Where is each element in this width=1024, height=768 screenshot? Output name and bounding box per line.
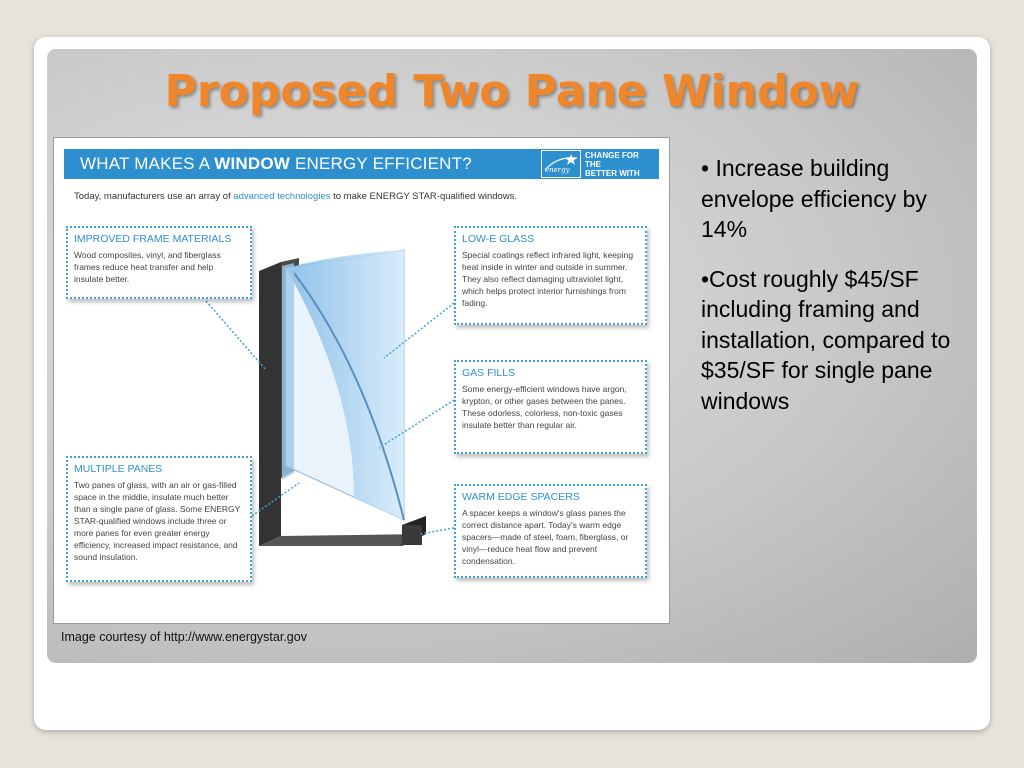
intro-suffix: to make ENERGY STAR-qualified windows. <box>330 191 518 202</box>
banner-bold: WINDOW <box>214 154 291 173</box>
tagline-line-3: ENERGY STAR <box>585 178 643 187</box>
callout-gas-fills <box>454 360 647 454</box>
banner-suffix: ENERGY EFFICIENT? <box>290 154 472 173</box>
callout-frame-body: Wood composites, vinyl, and fiberglass frames reduce heat transfer and help insulate better. <box>74 250 221 284</box>
banner-prefix: WHAT MAKES A <box>80 154 215 173</box>
bullet-list <box>701 153 961 435</box>
callout-panes-body: Two panes of glass, with an air or gas-filled space in the middle, insulate much better than a single pane of glass. Some ENERGY STAR-qualified windows include three or more panes for even greater energy efficiency, increased impact resistance, and sound insulation. <box>74 480 241 562</box>
callout-warm-edge-spacers <box>454 484 647 578</box>
callout-gas-title: GAS FILLS <box>462 367 516 379</box>
callout-spacer-title: WARM EDGE SPACERS <box>462 491 580 503</box>
callout-gas-body: Some energy-efficient windows have argon, krypton, or other gases between the panes. These odorless, colorless, non-toxic gases insulate better than regular air. <box>462 384 627 430</box>
callout-panes-title: MULTIPLE PANES <box>74 463 163 475</box>
bullet-cost: •Cost roughly $45/SF including framing and installation, compared to $35/SF for single pane windows <box>701 265 951 414</box>
logo-script: energy <box>545 166 570 174</box>
callout-spacer-body: A spacer keeps a window's glass panes the correct distance apart. Today's warm edge spacers—made of steel, foam, fiberglass, or vinyl—reduce heat flow and prevent condensation. <box>462 508 629 566</box>
intro-highlight: advanced technologies <box>233 191 331 202</box>
tagline-line-1: CHANGE FOR THE <box>585 151 639 169</box>
image-caption: Image courtesy of http://www.energystar.gov <box>61 630 307 644</box>
callout-frame-title: IMPROVED FRAME MATERIALS <box>74 233 232 245</box>
slide-title: Proposed Two Pane Window <box>164 66 860 117</box>
callout-frame-materials <box>66 226 252 299</box>
tagline-line-2: BETTER WITH <box>585 169 640 178</box>
bullet-efficiency: • Increase building envelope efficiency by 14% <box>701 155 927 242</box>
callout-lowe-body: Special coatings reflect infrared light, keeping heat inside in winter and outside in summer. They also reflect damaging ultraviolet light, which helps protect interior furnishings from fading. <box>462 250 634 308</box>
callout-low-e-glass <box>454 226 647 325</box>
intro-prefix: Today, manufacturers use an array of <box>74 191 234 202</box>
callout-lowe-title: LOW-E GLASS <box>462 233 535 245</box>
window-infographic <box>53 137 670 624</box>
glass-panes <box>282 250 404 520</box>
callout-multiple-panes <box>66 456 252 582</box>
